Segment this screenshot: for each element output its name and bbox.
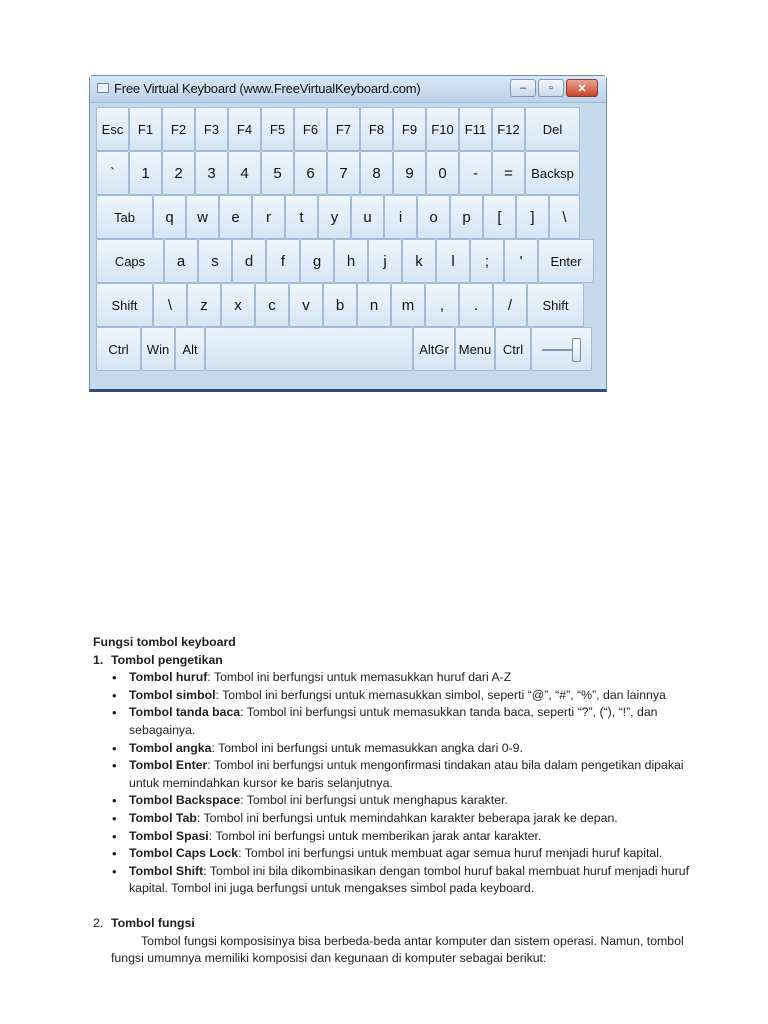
key-period[interactable]: .	[459, 283, 493, 327]
section-2-title	[93, 915, 693, 933]
section-2-paragraph	[93, 933, 693, 968]
close-button[interactable]: ✕	[566, 79, 598, 97]
key-tab[interactable]: Tab	[96, 195, 153, 239]
item-term: Tombol tanda baca	[129, 705, 241, 720]
key-del[interactable]: Del	[525, 107, 580, 151]
minimize-button[interactable]: –	[510, 79, 536, 97]
key-f9[interactable]: F9	[393, 107, 426, 151]
item-term: Tombol Tab	[129, 810, 197, 825]
key-altgr[interactable]: AltGr	[413, 327, 455, 371]
item-text: : Tombol ini berfungsi untuk memasukkan tanda baca, seperti “?”, (“), “!”, dan sebagainya.	[129, 705, 658, 737]
key-r[interactable]: r	[252, 195, 285, 239]
keyboard-row-number	[96, 151, 600, 195]
key-k[interactable]: k	[402, 239, 436, 283]
item-text: : Tombol ini berfungsi untuk memindahkan karakter beberapa jarak ke depan.	[196, 810, 618, 825]
key-z[interactable]: z	[187, 283, 221, 327]
key-2[interactable]: 2	[162, 151, 195, 195]
key-1[interactable]: 1	[129, 151, 162, 195]
list-item	[110, 792, 693, 810]
item-text: : Tombol ini berfungsi untuk memasukkan simbol, seperti “@”, “#”, “%”, dan lainnya	[215, 687, 666, 702]
key-f10[interactable]: F10	[426, 107, 459, 151]
key-7[interactable]: 7	[327, 151, 360, 195]
key-i[interactable]: i	[384, 195, 417, 239]
key-enter[interactable]: Enter	[538, 239, 594, 283]
key-backtick[interactable]: `	[96, 151, 129, 195]
key-8[interactable]: 8	[360, 151, 393, 195]
key-comma[interactable]: ,	[425, 283, 459, 327]
section-1-title-text: Tombol pengetikan	[111, 652, 223, 667]
key-d[interactable]: d	[232, 239, 266, 283]
item-text: : Tombol ini bila dikombinasikan dengan tombol huruf bakal membuat huruf menjadi huruf kapital. Tombol ini juga berfungsi untuk mengakses simbol pada keyboard.	[129, 863, 690, 896]
key-w[interactable]: w	[186, 195, 219, 239]
list-item	[110, 863, 693, 898]
transparency-slider[interactable]	[531, 327, 592, 371]
key-semicolon[interactable]: ;	[470, 239, 504, 283]
key-f12[interactable]: F12	[492, 107, 525, 151]
item-term: Tombol Caps Lock	[129, 846, 239, 861]
key-menu[interactable]: Menu	[455, 327, 495, 371]
key-ctrl-right[interactable]: Ctrl	[495, 327, 531, 371]
key-ctrl-left[interactable]: Ctrl	[96, 327, 141, 371]
key-equals[interactable]: =	[492, 151, 525, 195]
key-left-bracket[interactable]: [	[483, 195, 516, 239]
key-o[interactable]: o	[417, 195, 450, 239]
key-slash[interactable]: /	[493, 283, 527, 327]
app-window-icon	[97, 83, 109, 93]
key-shift-left[interactable]: Shift	[96, 283, 153, 327]
item-term: Tombol Shift	[129, 863, 204, 878]
item-term: Tombol Enter	[129, 758, 208, 773]
item-term: Tombol simbol	[129, 687, 216, 702]
key-x[interactable]: x	[221, 283, 255, 327]
item-text: : Tombol ini berfungsi untuk memasukkan huruf dari A-Z	[207, 670, 512, 685]
section-1-number: 1.	[93, 652, 104, 667]
key-e[interactable]: e	[219, 195, 252, 239]
section-2-number: 2.	[93, 915, 104, 930]
key-m[interactable]: m	[391, 283, 425, 327]
key-minus[interactable]: -	[459, 151, 492, 195]
key-space[interactable]	[205, 327, 413, 371]
key-p[interactable]: p	[450, 195, 483, 239]
key-f7[interactable]: F7	[327, 107, 360, 151]
key-f4[interactable]: F4	[228, 107, 261, 151]
key-c[interactable]: c	[255, 283, 289, 327]
window-controls	[510, 79, 598, 97]
item-term: Tombol huruf	[129, 670, 208, 685]
keyboard-title: Free Virtual Keyboard (www.FreeVirtualKeyboard.com)	[114, 81, 421, 96]
document-heading: Fungsi tombol keyboard	[93, 635, 236, 649]
list-item	[110, 704, 693, 739]
keyboard-row-home-letters	[96, 239, 600, 283]
key-esc[interactable]: Esc	[96, 107, 129, 151]
key-f11[interactable]: F11	[459, 107, 492, 151]
key-backslash[interactable]: \	[549, 195, 580, 239]
key-n[interactable]: n	[357, 283, 391, 327]
section-1-list	[93, 669, 693, 898]
list-item	[110, 669, 693, 687]
item-text: : Tombol ini berfungsi untuk menghapus karakter.	[240, 793, 508, 808]
key-f2[interactable]: F2	[162, 107, 195, 151]
key-t[interactable]: t	[285, 195, 318, 239]
key-b[interactable]: b	[323, 283, 357, 327]
key-l[interactable]: l	[436, 239, 470, 283]
list-item	[110, 740, 693, 758]
keyboard-titlebar	[90, 76, 606, 103]
section-2-title-text: Tombol fungsi	[111, 915, 195, 930]
key-5[interactable]: 5	[261, 151, 294, 195]
key-y[interactable]: y	[318, 195, 351, 239]
key-4[interactable]: 4	[228, 151, 261, 195]
key-shift-right[interactable]: Shift	[527, 283, 584, 327]
key-q[interactable]: q	[153, 195, 186, 239]
keyboard-row-modifiers	[96, 327, 600, 371]
key-alt[interactable]: Alt	[175, 327, 205, 371]
key-j[interactable]: j	[368, 239, 402, 283]
keyboard-keys	[90, 103, 606, 371]
item-term: Tombol Spasi	[129, 828, 209, 843]
item-text: : Tombol ini berfungsi untuk membuat agar semua huruf menjadi huruf kapital.	[238, 846, 663, 861]
key-f6[interactable]: F6	[294, 107, 327, 151]
key-f3[interactable]: F3	[195, 107, 228, 151]
item-text: : Tombol ini berfungsi untuk memasukkan angka dari 0-9.	[211, 740, 523, 755]
section-2-paragraph-text: Tombol fungsi komposisinya bisa berbeda-beda antar komputer dan sistem operasi. Namun, tombol fungsi umumnya memiliki komposisi dan kegunaan di komputer sebagai berikut:	[111, 933, 684, 966]
list-item	[110, 845, 693, 863]
list-item	[110, 810, 693, 828]
key-backspace[interactable]: Backsp	[525, 151, 580, 195]
key-9[interactable]: 9	[393, 151, 426, 195]
key-s[interactable]: s	[198, 239, 232, 283]
key-6[interactable]: 6	[294, 151, 327, 195]
key-3[interactable]: 3	[195, 151, 228, 195]
key-caps[interactable]: Caps	[96, 239, 164, 283]
keyboard-row-top-letters	[96, 195, 600, 239]
key-0[interactable]: 0	[426, 151, 459, 195]
key-quote[interactable]: '	[504, 239, 538, 283]
section-1-title	[93, 652, 693, 670]
key-backslash-2[interactable]: \	[153, 283, 187, 327]
key-g[interactable]: g	[300, 239, 334, 283]
key-v[interactable]: v	[289, 283, 323, 327]
list-item	[110, 828, 693, 846]
item-term: Tombol angka	[129, 740, 212, 755]
list-item	[110, 757, 693, 792]
virtual-keyboard-window	[89, 75, 607, 392]
key-f1[interactable]: F1	[129, 107, 162, 151]
slider-thumb[interactable]	[572, 338, 581, 362]
key-f5[interactable]: F5	[261, 107, 294, 151]
list-item	[110, 687, 693, 705]
keyboard-row-function	[96, 107, 600, 151]
key-u[interactable]: u	[351, 195, 384, 239]
document-text	[93, 634, 693, 968]
item-text: : Tombol ini berfungsi untuk memberikan jarak antar karakter.	[208, 828, 542, 843]
maximize-button[interactable]: ▫	[538, 79, 564, 97]
keyboard-row-bottom-letters	[96, 283, 600, 327]
key-f[interactable]: f	[266, 239, 300, 283]
key-f8[interactable]: F8	[360, 107, 393, 151]
key-right-bracket[interactable]: ]	[516, 195, 549, 239]
item-text: : Tombol ini berfungsi untuk mengonfirmasi tindakan atau bila dalam pengetikan dipakai untuk memindahkan kursor ke baris selanjutnya.	[129, 758, 684, 790]
key-h[interactable]: h	[334, 239, 368, 283]
item-term: Tombol Backspace	[129, 793, 241, 808]
key-win[interactable]: Win	[141, 327, 175, 371]
key-a[interactable]: a	[164, 239, 198, 283]
